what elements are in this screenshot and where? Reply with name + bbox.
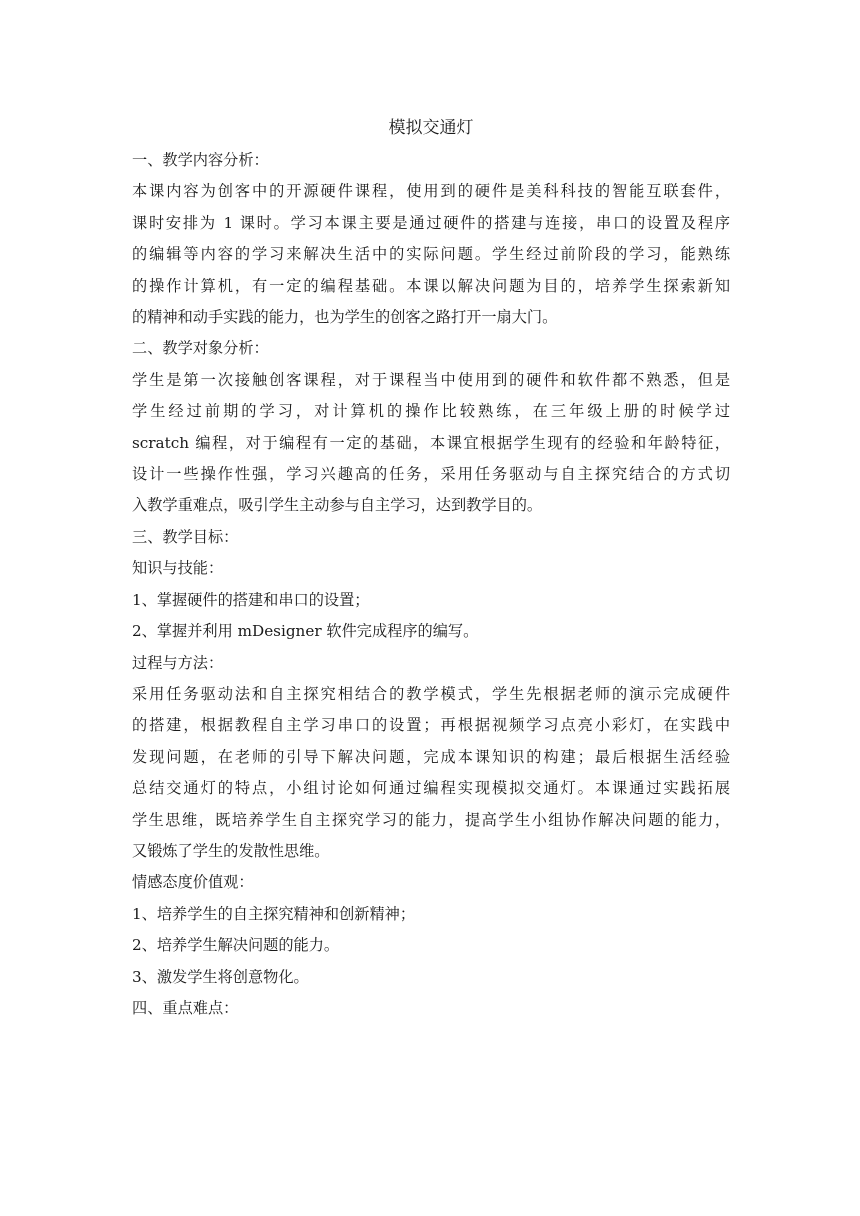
section-heading-content-analysis: 一、教学内容分析： [132,151,269,169]
section-heading-student-analysis: 二、教学对象分析： [132,339,269,358]
paragraph-line: 的操作计算机，有一定的编程基础。本课以解决问题为目的，培养学生探索新知 [132,276,730,295]
subheading-attitude-values: 情感态度价值观： [132,873,254,892]
subheading-process-methods: 过程与方法： [132,653,224,672]
paragraph-content-analysis [132,176,730,333]
list-item: 3、激发学生将创意物化。 [132,967,309,986]
paragraph-line: scratch 编程，对于编程有一定的基础，本课宜根据学生现有的经验和年龄特征， [132,433,730,452]
paragraph-line: 学生经过前期的学习，对计算机的操作比较熟练，在三年级上册的时候学过 [132,402,730,421]
document-page [132,113,730,1024]
paragraph-line: 入教学重难点，吸引学生主动参与自主学习，达到教学目的。 [132,496,543,515]
paragraph-process-methods [132,679,730,867]
paragraph-line: 总结交通灯的特点，小组讨论如何通过编程实现模拟交通灯。本课通过实践拓展 [132,779,730,798]
paragraph-line: 的精神和动手实践的能力，也为学生的创客之路打开一扇大门。 [132,308,558,327]
paragraph-line: 学生是第一次接触创客课程，对于课程当中使用到的硬件和软件都不熟悉，但是 [132,370,730,389]
paragraph-line: 的编辑等内容的学习来解决生活中的实际问题。学生经过前阶段的学习，能熟练 [132,245,730,264]
paragraph-line: 又锻炼了学生的发散性思维。 [132,841,330,860]
document-title: 模拟交通灯 [388,118,474,138]
subheading-knowledge-skills: 知识与技能： [132,559,224,578]
list-item: 1、掌握硬件的搭建和串口的设置； [132,590,370,609]
paragraph-line: 本课内容为创客中的开源硬件课程，使用到的硬件是美科科技的智能互联套件， [132,182,730,201]
list-item: 1、培养学生的自主探究精神和创新精神； [132,904,416,923]
paragraph-line: 采用任务驱动法和自主探究相结合的教学模式，学生先根据老师的演示完成硬件 [132,684,730,703]
section-heading-key-difficulties: 四、重点难点： [132,998,239,1017]
paragraph-student-analysis [132,365,730,522]
paragraph-line: 的搭建，根据教程自主学习串口的设置；再根据视频学习点亮小彩灯，在实践中 [132,716,730,735]
list-item: 2、培养学生解决问题的能力。 [132,936,340,955]
paragraph-line: 设计一些操作性强，学习兴趣高的任务，采用任务驱动与自主探究结合的方式切 [132,465,730,484]
paragraph-line: 学生思维，既培养学生自主探究学习的能力，提高学生小组协作解决问题的能力， [132,810,730,829]
paragraph-line: 课时安排为 1 课时。学习本课主要是通过硬件的搭建与连接，串口的设置及程序 [132,213,730,232]
list-item: 2、掌握并利用 mDesigner 软件完成程序的编写。 [132,622,479,641]
section-heading-teaching-goals: 三、教学目标： [132,527,239,546]
paragraph-line: 发现问题，在老师的引导下解决问题，完成本课知识的构建；最后根据生活经验 [132,747,730,766]
